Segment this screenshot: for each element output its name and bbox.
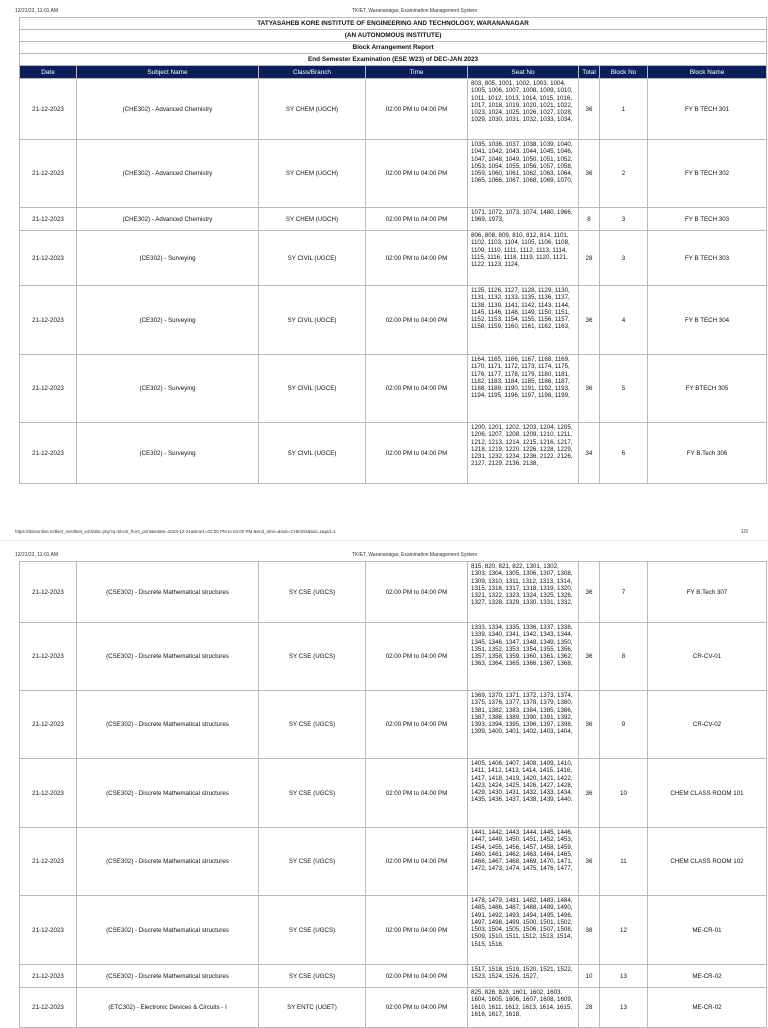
class-cell: SY CIVIL (UGCE) — [259, 231, 366, 286]
seat-no-cell: 1035, 1036, 1037, 1038, 1039, 1040, 1041, 1042, 1043, 1044, 1045, 1046, 1047, 1048, 1049, 1050, 1051, 1052, 1053, 1054, 1055, 1056, 1057, 1058, 1059, 1060, 1061, 1062, 1063, 1064, 1065, 1066, 1067, 1068, 1069, 1070, — [468, 140, 579, 208]
time-cell: 02:00 PM to 04:00 PM — [366, 759, 468, 828]
class-cell: SY CHEM (UGCH) — [259, 208, 366, 231]
time-cell: 02:00 PM to 04:00 PM — [366, 286, 468, 355]
block-no-cell: 1 — [600, 79, 648, 140]
date-cell: 21-12-2023 — [20, 623, 77, 691]
total-cell: 36 — [579, 828, 600, 896]
seat-no-cell: 1071, 1072, 1073, 1074, 1480, 1966, 1969, 1973, — [468, 208, 579, 231]
subject-cell: (CSE302) - Discrete Mathematical structures — [77, 965, 259, 988]
time-cell: 02:00 PM to 04:00 PM — [366, 988, 468, 1028]
class-cell: SY ENTC (UGET) — [259, 988, 366, 1028]
table-row — [20, 691, 767, 759]
subject-cell: (CE302) - Surveying — [77, 423, 259, 484]
time-cell: 02:00 PM to 04:00 PM — [366, 828, 468, 896]
time-cell: 02:00 PM to 04:00 PM — [366, 691, 468, 759]
class-cell: SY CHEM (UGCH) — [259, 140, 366, 208]
block-no-cell: 12 — [600, 896, 648, 965]
total-cell: 36 — [579, 691, 600, 759]
block-name-cell: FY B TECH 302 — [648, 140, 767, 208]
subject-cell: (CE302) - Surveying — [77, 355, 259, 423]
date-cell: 21-12-2023 — [20, 896, 77, 965]
subject-cell: (CE302) - Surveying — [77, 286, 259, 355]
subject-cell: (CHE302) - Advanced Chemistry — [77, 208, 259, 231]
date-cell: 21-12-2023 — [20, 286, 77, 355]
total-cell: 36 — [579, 562, 600, 623]
seat-no-cell: 1369, 1370, 1371, 1372, 1373, 1374, 1375, 1376, 1377, 1378, 1379, 1380, 1381, 1382, 1383, 1384, 1385, 1386, 1387, 1388, 1389, 1390, 1391, 1392, 1393, 1394, 1395, 1396, 1397, 1398, 1399, 1400, 1401, 1402, 1403, 1404, — [468, 691, 579, 759]
time-cell: 02:00 PM to 04:00 PM — [366, 423, 468, 484]
class-cell: SY CSE (UGCS) — [259, 691, 366, 759]
date-cell: 21-12-2023 — [20, 691, 77, 759]
exam-title: End Semester Examination (ESE W23) of DEC-JAN 2023 — [20, 54, 767, 66]
table-row — [20, 355, 767, 423]
block-no-cell: 13 — [600, 988, 648, 1028]
total-cell: 28 — [579, 988, 600, 1028]
table-row — [20, 140, 767, 208]
class-cell: SY CSE (UGCS) — [259, 828, 366, 896]
col-total: Total — [579, 66, 600, 79]
system-name: TKIET, Warananagar, Examination Management System — [352, 8, 478, 14]
table-row — [20, 828, 767, 896]
date-cell: 21-12-2023 — [20, 828, 77, 896]
block-name-cell: ME-CR-02 — [648, 988, 767, 1028]
subject-cell: (CE302) - Surveying — [77, 231, 259, 286]
class-cell: SY CHEM (UGCH) — [259, 79, 366, 140]
class-cell: SY CSE (UGCS) — [259, 562, 366, 623]
time-cell: 02:00 PM to 04:00 PM — [366, 79, 468, 140]
institute-name: TATYASAHEB KORE INSTITUTE OF ENGINEERING AND TECHNOLOGY, WARANANAGAR — [20, 18, 767, 30]
table-row — [20, 562, 767, 623]
class-cell: SY CSE (UGCS) — [259, 623, 366, 691]
seat-no-cell: 803, 805, 1001, 1002, 1003, 1004, 1005, 1006, 1007, 1008, 1009, 1010, 1011, 1012, 1013, 1014, 1015, 1016, 1017, 1018, 1019, 1020, 1021, 1022, 1023, 1024, 1025, 1026, 1027, 1028, 1029, 1030, 1031, 1032, 1033, 1034, — [468, 79, 579, 140]
class-cell: SY CSE (UGCS) — [259, 896, 366, 965]
subject-cell: (CSE302) - Discrete Mathematical structures — [77, 828, 259, 896]
seat-no-cell: 1405, 1406, 1407, 1408, 1409, 1410, 1411, 1412, 1413, 1414, 1415, 1416, 1417, 1418, 1419, 1420, 1421, 1422, 1423, 1424, 1425, 1426, 1427, 1428, 1429, 1430, 1431, 1432, 1433, 1434, 1435, 1436, 1437, 1438, 1439, 1440, — [468, 759, 579, 828]
block-no-cell: 10 — [600, 759, 648, 828]
block-name-cell: ME-CR-02 — [648, 965, 767, 988]
block-no-cell: 8 — [600, 623, 648, 691]
block-no-cell: 3 — [600, 231, 648, 286]
block-name-cell: ME-CR-01 — [648, 896, 767, 965]
seat-no-cell: 825, 826, 828, 1601, 1602, 1603, 1604, 1605, 1606, 1607, 1608, 1609, 1610, 1611, 1612, 1613, 1614, 1615, 1616, 1617, 1618, — [468, 988, 579, 1028]
block-no-cell: 6 — [600, 423, 648, 484]
table-row — [20, 286, 767, 355]
block-no-cell: 3 — [600, 208, 648, 231]
col-subject: Subject Name — [77, 66, 259, 79]
time-cell: 02:00 PM to 04:00 PM — [366, 140, 468, 208]
system-name-2: TKIET, Warananagar, Examination Management System — [352, 552, 478, 558]
total-cell: 36 — [579, 79, 600, 140]
time-cell: 02:00 PM to 04:00 PM — [366, 623, 468, 691]
table-row — [20, 988, 767, 1028]
seat-no-cell: 1164, 1165, 1166, 1167, 1168, 1169, 1170, 1171, 1172, 1173, 1174, 1175, 1176, 1177, 1178, 1179, 1180, 1181, 1182, 1183, 1184, 1185, 1186, 1187, 1188, 1189, 1190, 1191, 1192, 1193, 1194, 1195, 1196, 1197, 1198, 1199, — [468, 355, 579, 423]
block-no-cell: 4 — [600, 286, 648, 355]
subject-cell: (CHE302) - Advanced Chemistry — [77, 79, 259, 140]
total-cell: 8 — [579, 208, 600, 231]
institute-status: (AN AUTONOMOUS INSTITUTE) — [20, 30, 767, 42]
date-cell: 21-12-2023 — [20, 355, 77, 423]
col-seat: Seat No — [468, 66, 579, 79]
date-cell: 21-12-2023 — [20, 423, 77, 484]
total-cell: 36 — [579, 759, 600, 828]
seat-no-cell: 1200, 1201, 1202, 1203, 1204, 1205, 1206, 1207, 1208, 1209, 1210, 1211, 1212, 1213, 1214, 1215, 1216, 1217, 1218, 1219, 1220, 1226, 1228, 1229, 1231, 1232, 1234, 1236, 2122, 2126, 2127, 2129, 2136, 2138, — [468, 423, 579, 484]
date-cell: 21-12-2023 — [20, 988, 77, 1028]
class-cell: SY CIVIL (UGCE) — [259, 355, 366, 423]
subject-cell: (CSE302) - Discrete Mathematical structures — [77, 896, 259, 965]
time-cell: 02:00 PM to 04:00 PM — [366, 562, 468, 623]
table-row — [20, 208, 767, 231]
table-row — [20, 423, 767, 484]
subject-cell: (CSE302) - Discrete Mathematical structures — [77, 759, 259, 828]
block-name-cell: FY B.Tech 307 — [648, 562, 767, 623]
subject-cell: (CHE302) - Advanced Chemistry — [77, 140, 259, 208]
report-title: Block Arrangement Report — [20, 42, 767, 54]
table-row — [20, 623, 767, 691]
table-row — [20, 896, 767, 965]
block-no-cell: 7 — [600, 562, 648, 623]
seat-no-cell: 1441, 1442, 1443, 1444, 1445, 1446, 1447, 1449, 1450, 1451, 1452, 1453, 1454, 1455, 1456, 1457, 1458, 1459, 1460, 1461, 1462, 1463, 1464, 1465, 1466, 1467, 1468, 1469, 1470, 1471, 1472, 1473, 1474, 1475, 1476, 1477, — [468, 828, 579, 896]
block-name-cell: CHEM CLASS ROOM 102 — [648, 828, 767, 896]
subject-cell: (CSE302) - Discrete Mathematical structures — [77, 623, 259, 691]
page-number: 1/3 — [741, 529, 748, 535]
block-name-cell: CR-CV-02 — [648, 691, 767, 759]
block-name-cell: FY B TECH 301 — [648, 79, 767, 140]
total-cell: 36 — [579, 355, 600, 423]
subject-cell: (CSE302) - Discrete Mathematical structures — [77, 562, 259, 623]
total-cell: 38 — [579, 896, 600, 965]
block-name-cell: FY B TECH 303 — [648, 208, 767, 231]
block-no-cell: 5 — [600, 355, 648, 423]
table-row — [20, 79, 767, 140]
block-name-cell: CR-CV-01 — [648, 623, 767, 691]
seat-no-cell: 806, 808, 809, 810, 812, 814, 1101, 1102, 1103, 1104, 1105, 1106, 1108, 1109, 1110, 1111, 1112, 1113, 1114, 1115, 1116, 1118, 1119, 1120, 1121, 1122, 1123, 1124, — [468, 231, 579, 286]
total-cell: 34 — [579, 423, 600, 484]
print-datetime-2: 12/21/23, 11:01 AM — [15, 552, 58, 558]
col-time: Time — [366, 66, 468, 79]
block-no-cell: 9 — [600, 691, 648, 759]
table-row — [20, 759, 767, 828]
page-divider — [0, 540, 768, 541]
date-cell: 21-12-2023 — [20, 965, 77, 988]
col-block-no: Block No — [600, 66, 648, 79]
col-block-name: Block Name — [648, 66, 767, 79]
block-name-cell: CHEM CLASS ROOM 101 — [648, 759, 767, 828]
block-no-cell: 11 — [600, 828, 648, 896]
date-cell: 21-12-2023 — [20, 562, 77, 623]
seat-no-cell: 1125, 1126, 1127, 1128, 1129, 1130, 1131, 1132, 1133, 1135, 1136, 1137, 1138, 1139, 1141, 1142, 1143, 1144, 1145, 1146, 1148, 1149, 1150, 1151, 1152, 1153, 1154, 1155, 1156, 1157, 1158, 1159, 1160, 1161, 1162, 1163, — [468, 286, 579, 355]
block-no-cell: 13 — [600, 965, 648, 988]
class-cell: SY CIVIL (UGCE) — [259, 423, 366, 484]
date-cell: 21-12-2023 — [20, 759, 77, 828]
time-cell: 02:00 PM to 04:00 PM — [366, 355, 468, 423]
block-no-cell: 2 — [600, 140, 648, 208]
subject-cell: (ETC302) - Electronic Devices & Circuits - I — [77, 988, 259, 1028]
block-arrangement-table-page1 — [19, 17, 767, 484]
total-cell: 36 — [579, 623, 600, 691]
class-cell: SY CSE (UGCS) — [259, 965, 366, 988]
date-cell: 21-12-2023 — [20, 140, 77, 208]
print-datetime: 12/21/23, 11:01 AM — [15, 8, 58, 14]
seat-no-cell: 1517, 1518, 1519, 1520, 1521, 1522, 1523, 1524, 1526, 1527, — [468, 965, 579, 988]
seat-no-cell: 1478, 1479, 1481, 1482, 1483, 1484, 1485, 1486, 1487, 1488, 1489, 1490, 1491, 1492, 1493, 1494, 1495, 1496, 1497, 1498, 1499, 1500, 1501, 1502, 1503, 1504, 1505, 1506, 1507, 1508, 1509, 1510, 1511, 1512, 1513, 1514, 1515, 1516, — [468, 896, 579, 965]
time-cell: 02:00 PM to 04:00 PM — [366, 965, 468, 988]
total-cell: 28 — [579, 231, 600, 286]
seat-no-cell: 1333, 1334, 1335, 1336, 1337, 1338, 1339, 1340, 1341, 1342, 1343, 1344, 1345, 1346, 1347, 1348, 1349, 1350, 1351, 1352, 1353, 1354, 1355, 1356, 1357, 1358, 1359, 1360, 1361, 1362, 1363, 1364, 1365, 1366, 1367, 1368, — [468, 623, 579, 691]
total-cell: 36 — [579, 140, 600, 208]
seat-no-cell: 815, 820, 821, 822, 1301, 1302, 1303, 1304, 1305, 1306, 1307, 1308, 1309, 1310, 1311, 1312, 1313, 1314, 1315, 1316, 1317, 1318, 1319, 1320, 1321, 1322, 1323, 1324, 1325, 1326, 1327, 1328, 1329, 1330, 1331, 1332, — [468, 562, 579, 623]
col-class: Class/Branch — [259, 66, 366, 79]
footer-url: https://tkietonline.in/tkiet_mis/tkiet_w23/abc.php?q=block_front_print&edate=2023-12-21&time1=02:00 PM to 04:00 PM &end_time=&sub=CHE302&bid=1&pid=1 — [15, 529, 336, 534]
subject-cell: (CSE302) - Discrete Mathematical structures — [77, 691, 259, 759]
table-row — [20, 965, 767, 988]
block-name-cell: FY B.Tech 306 — [648, 423, 767, 484]
class-cell: SY CIVIL (UGCE) — [259, 286, 366, 355]
time-cell: 02:00 PM to 04:00 PM — [366, 231, 468, 286]
total-cell: 36 — [579, 286, 600, 355]
block-arrangement-table-page2 — [19, 561, 767, 1028]
block-name-cell: FY BTECH 305 — [648, 355, 767, 423]
col-date: Date — [20, 66, 77, 79]
block-name-cell: FY B TECH 303 — [648, 231, 767, 286]
date-cell: 21-12-2023 — [20, 79, 77, 140]
time-cell: 02:00 PM to 04:00 PM — [366, 208, 468, 231]
class-cell: SY CSE (UGCS) — [259, 759, 366, 828]
column-headers — [20, 66, 767, 79]
date-cell: 21-12-2023 — [20, 231, 77, 286]
table-row — [20, 231, 767, 286]
date-cell: 21-12-2023 — [20, 208, 77, 231]
total-cell: 10 — [579, 965, 600, 988]
block-name-cell: FY B TECH 304 — [648, 286, 767, 355]
time-cell: 02:00 PM to 04:00 PM — [366, 896, 468, 965]
